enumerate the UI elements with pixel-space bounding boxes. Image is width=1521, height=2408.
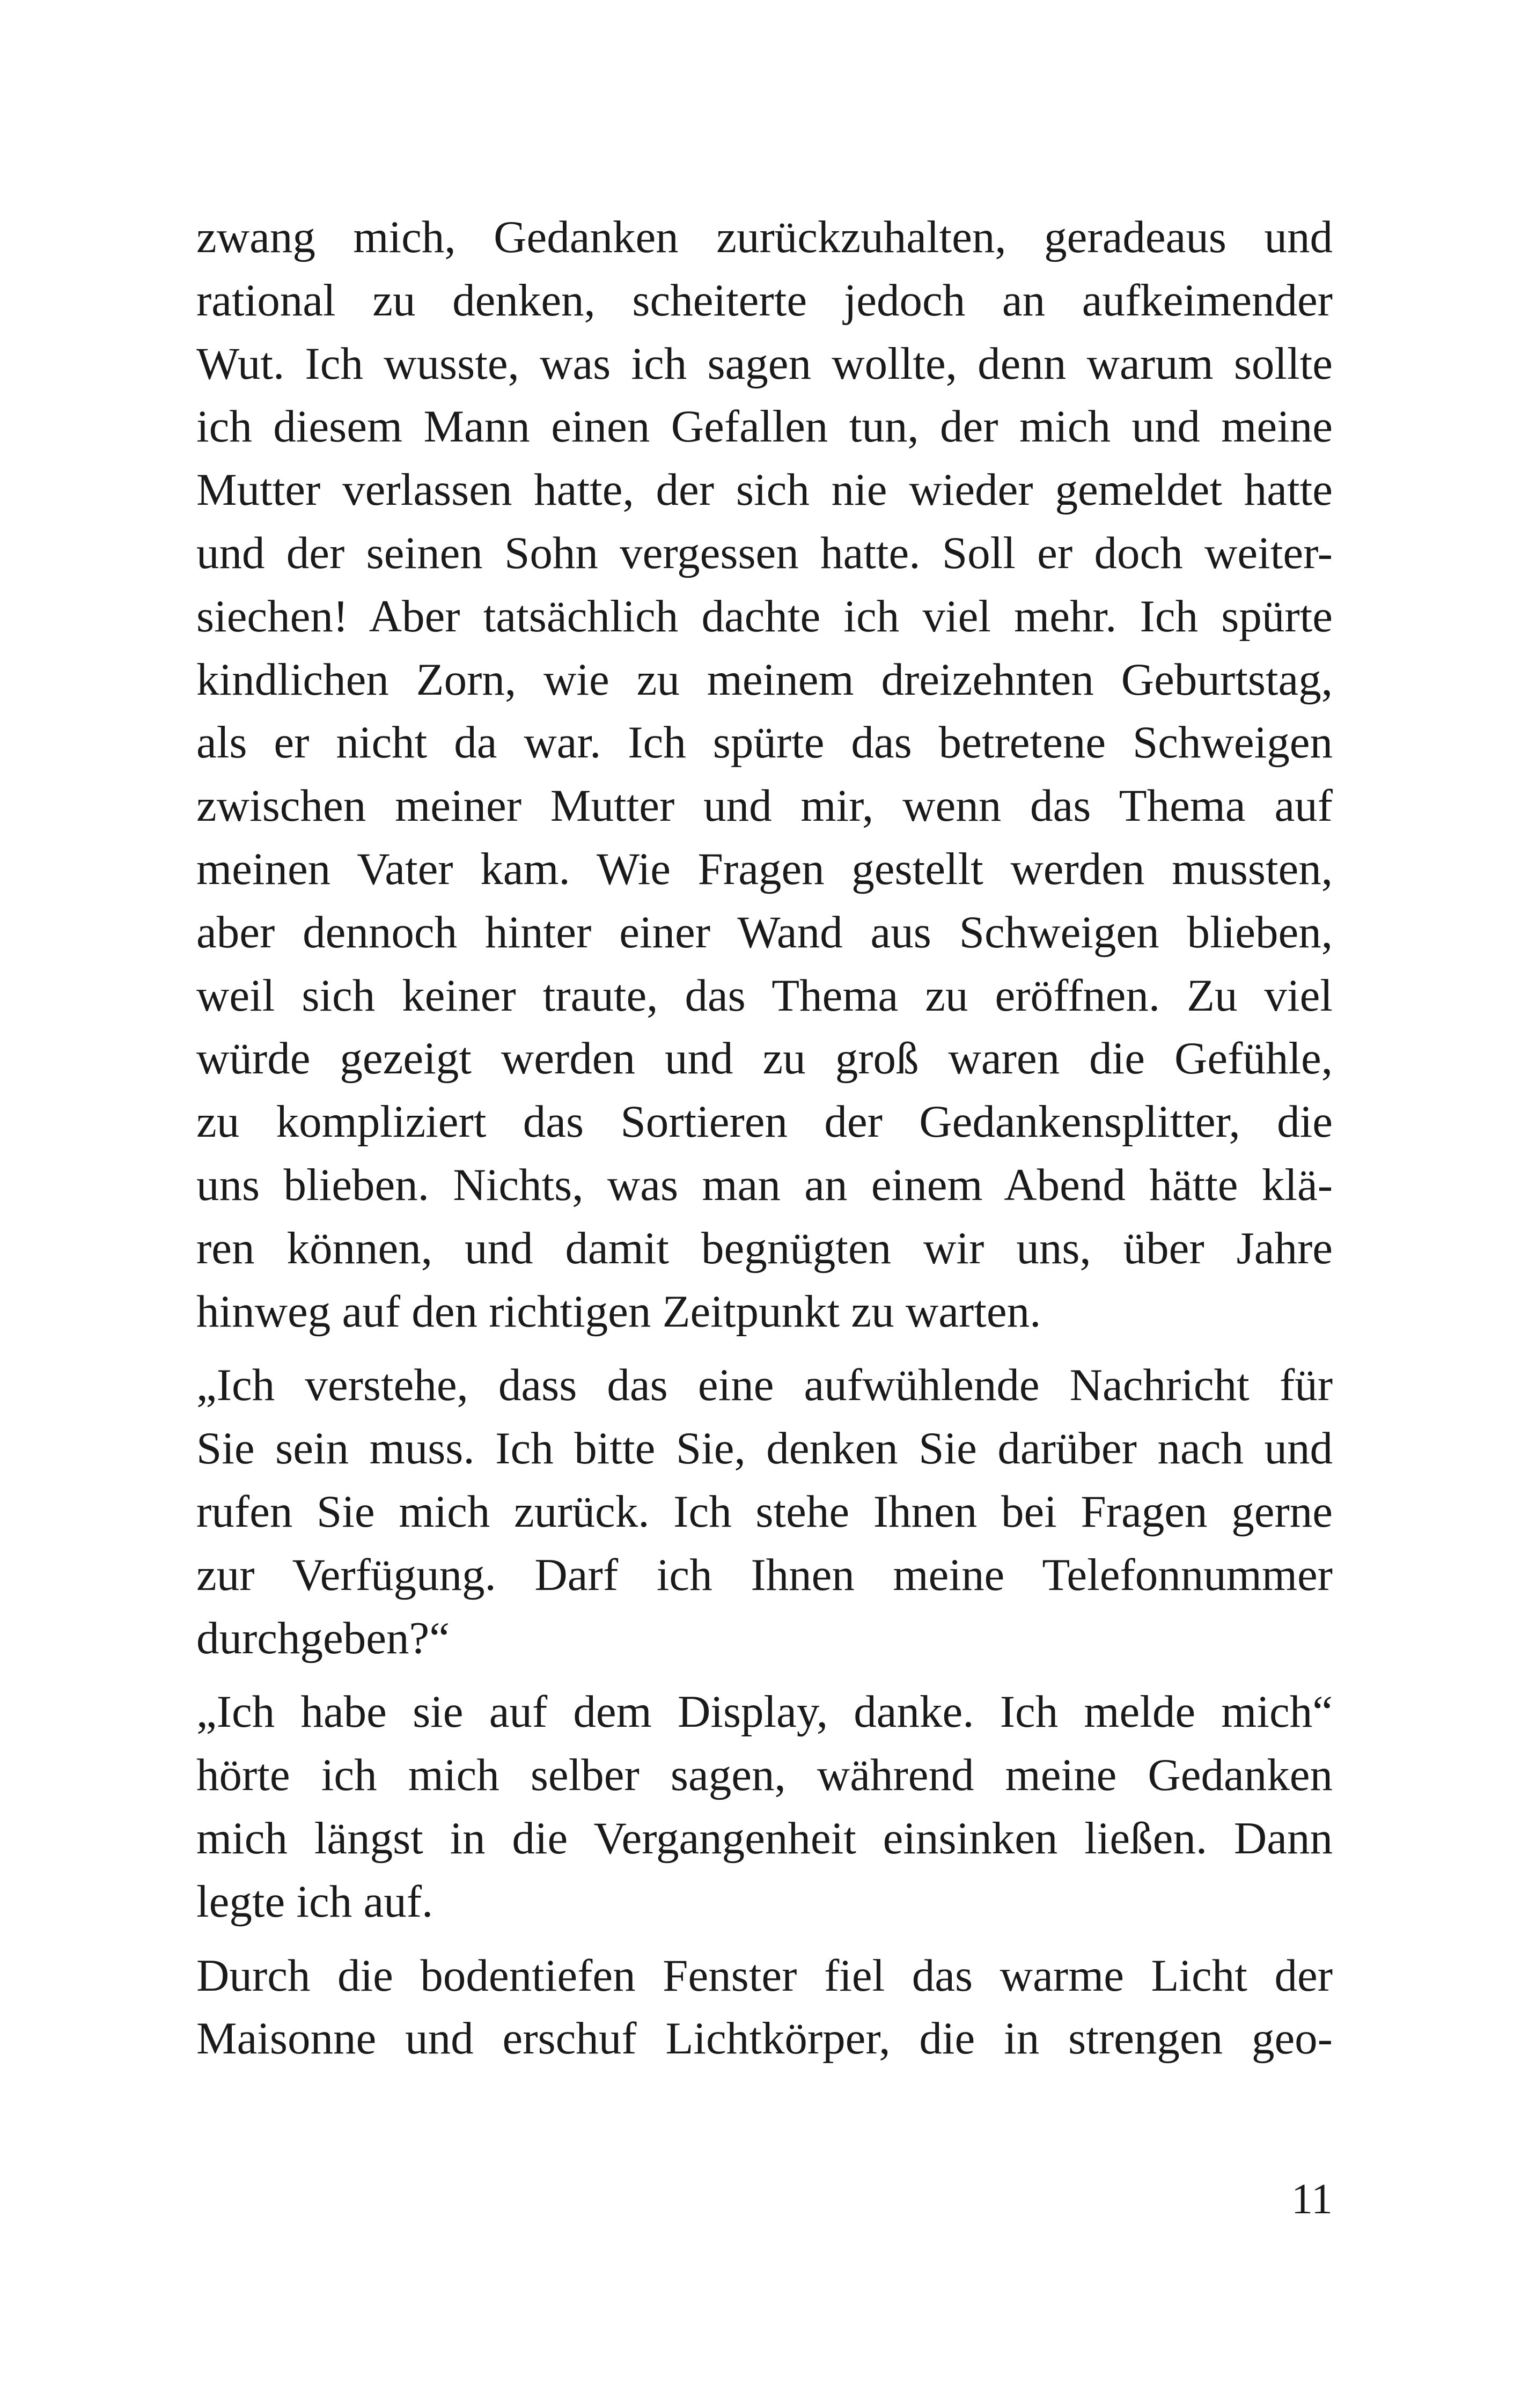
text-line: Durch die bodentiefen Fenster fiel das warme Licht der	[196, 1950, 1333, 2001]
text-line: kindlichen Zorn, wie zu meinem dreizehnten Geburtstag,	[196, 654, 1333, 705]
page-number: 11	[1291, 2176, 1333, 2223]
text-line: als er nicht da war. Ich spürte das betretene Schweigen	[196, 717, 1333, 768]
body-text	[196, 206, 1333, 2071]
text-line: rufen Sie mich zurück. Ich stehe Ihnen bei Fragen gerne	[196, 1486, 1333, 1537]
text-line: Mutter verlassen hatte, der sich nie wieder gemeldet hatte	[196, 465, 1333, 516]
text-line: uns blieben. Nichts, was man an einem Abend hätte klä-	[196, 1159, 1333, 1210]
paragraph	[196, 1354, 1333, 1670]
text-line: Wut. Ich wusste, was ich sagen wollte, denn warum sollte	[196, 338, 1333, 389]
text-line: und der seinen Sohn vergessen hatte. Soll er doch weiter-	[196, 527, 1333, 578]
text-line: würde gezeigt werden und zu groß waren die Gefühle,	[196, 1033, 1333, 1084]
text-line: „Ich habe sie auf dem Display, danke. Ich melde mich“	[196, 1687, 1333, 1737]
text-line: aber dennoch hinter einer Wand aus Schweigen blieben,	[196, 907, 1333, 958]
text-line: Sie sein muss. Ich bitte Sie, denken Sie darüber nach und	[196, 1423, 1333, 1474]
text-line: meinen Vater kam. Wie Fragen gestellt werden mussten,	[196, 843, 1333, 894]
paragraph	[196, 1681, 1333, 1933]
paragraph	[196, 206, 1333, 1343]
text-line: Maisonne und erschuf Lichtkörper, die in strengen geo-	[196, 2013, 1333, 2064]
paragraph-gap	[196, 1670, 1333, 1681]
text-line: zur Verfügung. Darf ich Ihnen meine Telefonnummer	[196, 1549, 1333, 1600]
paragraph-gap	[196, 1934, 1333, 1945]
paragraph-gap	[196, 1343, 1333, 1354]
paragraph	[196, 1945, 1333, 2071]
text-line: „Ich verstehe, dass das eine aufwühlende Nachricht für	[196, 1360, 1333, 1411]
text-line: hinweg auf den richtigen Zeitpunkt zu warten.	[196, 1286, 1041, 1337]
text-line: legte ich auf.	[196, 1876, 433, 1927]
text-line: siechen! Aber tatsächlich dachte ich viel mehr. Ich spürte	[196, 591, 1333, 642]
text-line: ren können, und damit begnügten wir uns, über Jahre	[196, 1223, 1333, 1273]
text-line: mich längst in die Vergangenheit einsinken ließen. Dann	[196, 1813, 1333, 1864]
text-line: rational zu denken, scheiterte jedoch an aufkeimender	[196, 275, 1333, 326]
text-line: weil sich keiner traute, das Thema zu eröffnen. Zu viel	[196, 970, 1333, 1021]
text-line: zwischen meiner Mutter und mir, wenn das Thema auf	[196, 780, 1333, 831]
text-line: durchgeben?“	[196, 1612, 450, 1663]
text-line: zwang mich, Gedanken zurückzuhalten, geradeaus und	[196, 212, 1333, 262]
text-line: zu kompliziert das Sortieren der Gedankensplitter, die	[196, 1096, 1333, 1147]
text-line: hörte ich mich selber sagen, während meine Gedanken	[196, 1750, 1333, 1801]
text-line: ich diesem Mann einen Gefallen tun, der mich und meine	[196, 401, 1333, 452]
